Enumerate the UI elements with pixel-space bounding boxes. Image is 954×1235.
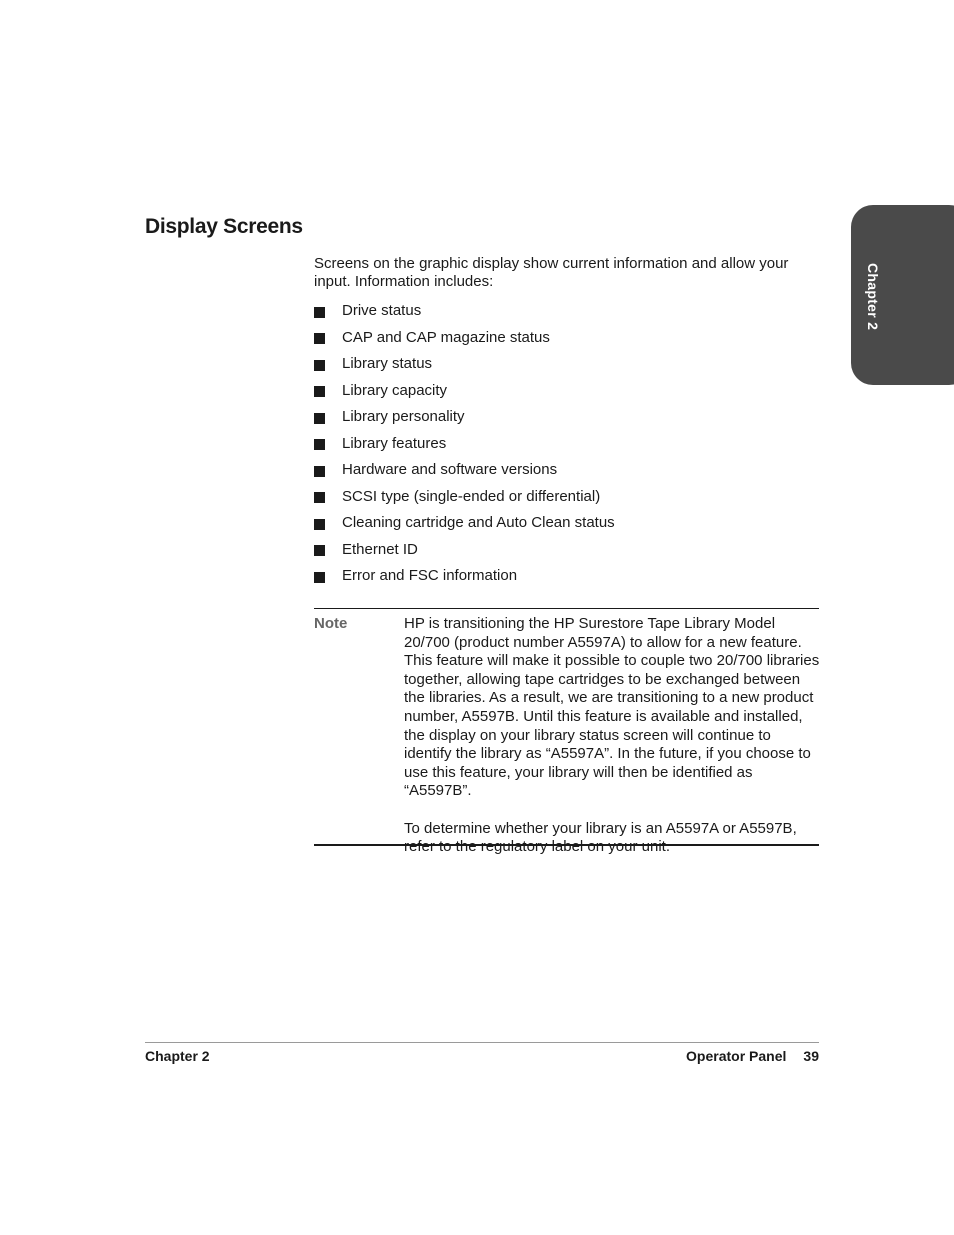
list-item-text: Hardware and software versions xyxy=(342,461,558,479)
square-bullet-icon xyxy=(314,545,325,556)
list-item xyxy=(314,404,615,431)
note-box xyxy=(314,608,820,856)
chapter-side-tab-label: Chapter 2 xyxy=(865,263,881,331)
list-item xyxy=(314,457,615,484)
square-bullet-icon xyxy=(314,386,325,397)
footer-section-title: Operator Panel xyxy=(686,1048,787,1064)
list-item-text: Ethernet ID xyxy=(342,540,418,558)
list-item-text: Library capacity xyxy=(342,381,448,399)
square-bullet-icon xyxy=(314,492,325,503)
list-item-text: Library status xyxy=(342,355,433,373)
list-item xyxy=(314,298,615,325)
square-bullet-icon xyxy=(314,413,325,424)
list-item-text: SCSI type (single-ended or differential) xyxy=(342,487,601,505)
square-bullet-icon xyxy=(314,360,325,371)
section-title: Display Screens xyxy=(145,215,303,238)
list-item xyxy=(314,510,615,537)
list-item xyxy=(314,351,615,378)
list-item-text: Error and FSC information xyxy=(342,567,518,585)
list-item-text: CAP and CAP magazine status xyxy=(342,328,550,346)
square-bullet-icon xyxy=(314,466,325,477)
intro-paragraph: Screens on the graphic display show current information and allow your input. Information includes: xyxy=(314,255,789,290)
square-bullet-icon xyxy=(314,572,325,583)
footer-chapter: Chapter 2 xyxy=(145,1048,210,1064)
list-item xyxy=(314,537,615,564)
square-bullet-icon xyxy=(314,519,325,530)
list-item-text: Library features xyxy=(342,434,447,452)
note-paragraph: To determine whether your library is an A5597A or A5597B, refer to the regulatory label on your unit. xyxy=(404,819,797,856)
note-label: Note xyxy=(314,615,348,632)
footer-right xyxy=(686,1048,819,1064)
list-item-text: Cleaning cartridge and Auto Clean status xyxy=(342,514,615,532)
note-paragraph: HP is transitioning the HP Surestore Tape Library Model 20/700 (product number A5597A) to allow for a new feature. This feature will make it possible to couple two 20/700 libraries together, allowing tape cartridges to be exchanged between the libraries. As a result, we are transitioning to a new product number, A5597B. Until this feature is available and installed, the display on your library status screen will continue to identify the library as “A5597A”. In the future, if you choose to use this feature, your library will then be identified as “A5597B”. xyxy=(404,615,820,800)
list-item xyxy=(314,325,615,352)
list-item xyxy=(314,378,615,405)
note-body xyxy=(404,615,822,875)
square-bullet-icon xyxy=(314,439,325,450)
list-item xyxy=(314,563,615,590)
information-list xyxy=(314,298,615,590)
list-item-text: Library personality xyxy=(342,408,465,426)
square-bullet-icon xyxy=(314,307,325,318)
list-item-text: Drive status xyxy=(342,302,422,320)
square-bullet-icon xyxy=(314,333,325,344)
page-number: 39 xyxy=(803,1048,819,1064)
list-item xyxy=(314,484,615,511)
footer-divider xyxy=(145,1042,819,1043)
list-item xyxy=(314,431,615,458)
